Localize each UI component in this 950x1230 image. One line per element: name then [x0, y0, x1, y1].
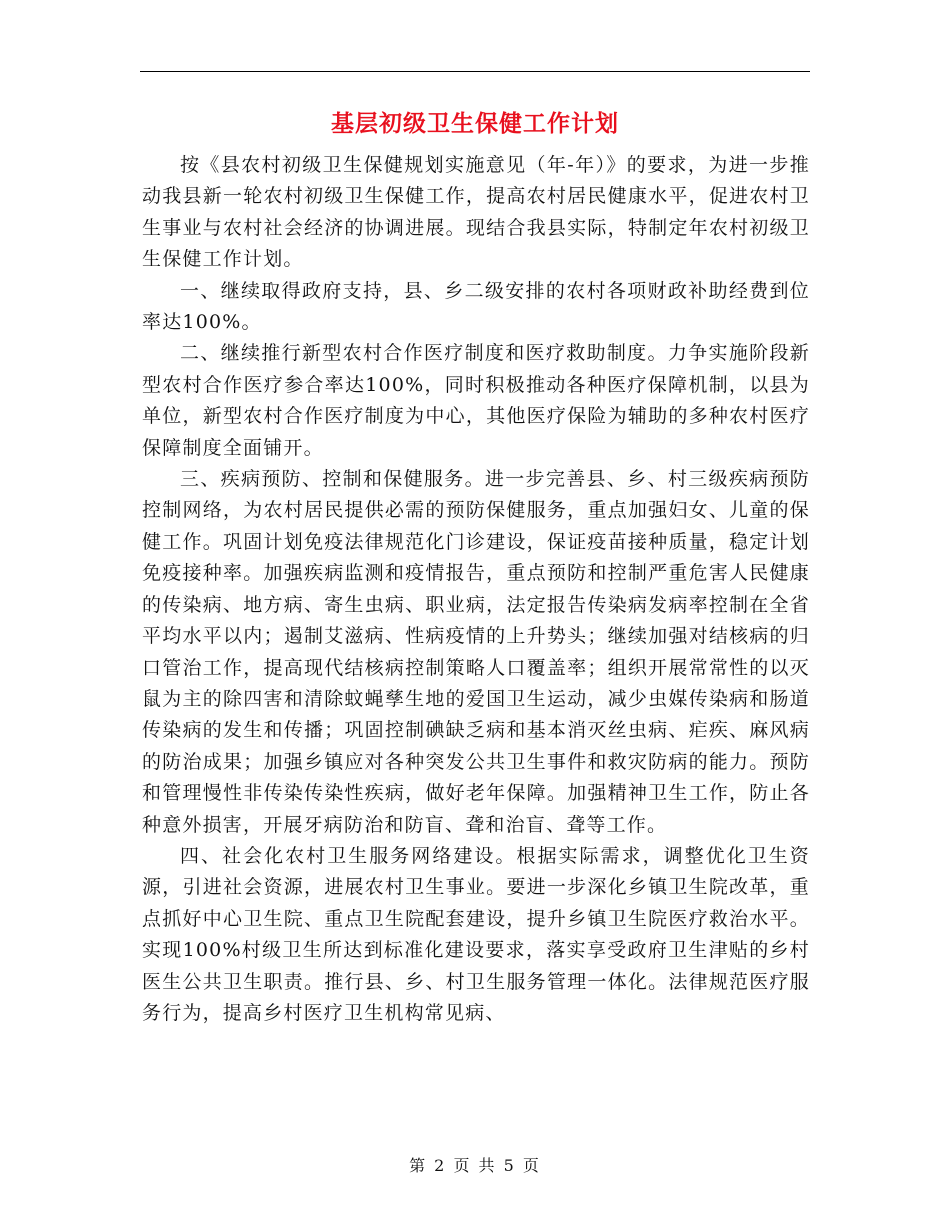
- paragraph-section-2: 二、继续推行新型农村合作医疗制度和医疗救助制度。力争实施阶段新型农村合作医疗参合率达100%，同时积极推动各种医疗保障机制，以县为单位，新型农村合作医疗制度为中心，其他医疗保险为辅助的多种农村医疗保障制度全面铺开。: [142, 342, 810, 459]
- paragraph-section-3: 三、疾病预防、控制和保健服务。进一步完善县、乡、村三级疾病预防控制网络，为农村居民提供必需的预防保健服务，重点加强妇女、儿童的保健工作。巩固计划免疫法律规范化门诊建设，保证疫苗接种质量，稳定计划免疫接种率。加强疾病监测和疫情报告，重点预防和控制严重危害人民健康的传染病、地方病、寄生虫病、职业病，法定报告传染病发病率控制在全省平均水平以内；遏制艾滋病、性病疫情的上升势头；继续加强对结核病的归口管治工作，提高现代结核病控制策略人口覆盖率；组织开展常常性的以灭鼠为主的除四害和清除蚊蝇孳生地的爱国卫生运动，减少虫媒传染病和肠道传染病的发生和传播；巩固控制碘缺乏病和基本消灭丝虫病、疟疾、麻风病的防治成果；加强乡镇应对各种突发公共卫生事件和救灾防病的能力。预防和管理慢性非传染传染性疾病，做好老年保障。加强精神卫生工作，防止各种意外损害，开展牙病防治和防盲、聋和治盲、聋等工作。: [142, 468, 810, 836]
- paragraph-section-4: 四、社会化农村卫生服务网络建设。根据实际需求，调整优化卫生资源，引进社会资源，进展农村卫生事业。要进一步深化乡镇卫生院改革，重点抓好中心卫生院、重点卫生院配套建设，提升乡镇卫生院医疗救治水平。实现100%村级卫生所达到标准化建设要求，落实享受政府卫生津贴的乡村医生公共卫生职责。推行县、乡、村卫生服务管理一体化。法律规范医疗服务行为，提高乡村医疗卫生机构常见病、: [142, 844, 810, 1024]
- paragraph-section-1: 一、继续取得政府支持，县、乡二级安排的农村各项财政补助经费到位率达100%。: [142, 279, 810, 334]
- document-body: [142, 150, 810, 1029]
- page-number-footer: 第 2 页 共 5 页: [409, 1156, 541, 1175]
- header-rule: [140, 71, 810, 72]
- paragraph-intro: 按《县农村初级卫生保健规划实施意见（年-年）》的要求，为进一步推动我县新一轮农村初级卫生保健工作，提高农村居民健康水平，促进农村卫生事业与农村社会经济的协调进展。现结合我县实际，特制定年农村初级卫生保健工作计划。: [142, 154, 810, 271]
- document-title: 基层初级卫生保健工作计划: [331, 110, 619, 137]
